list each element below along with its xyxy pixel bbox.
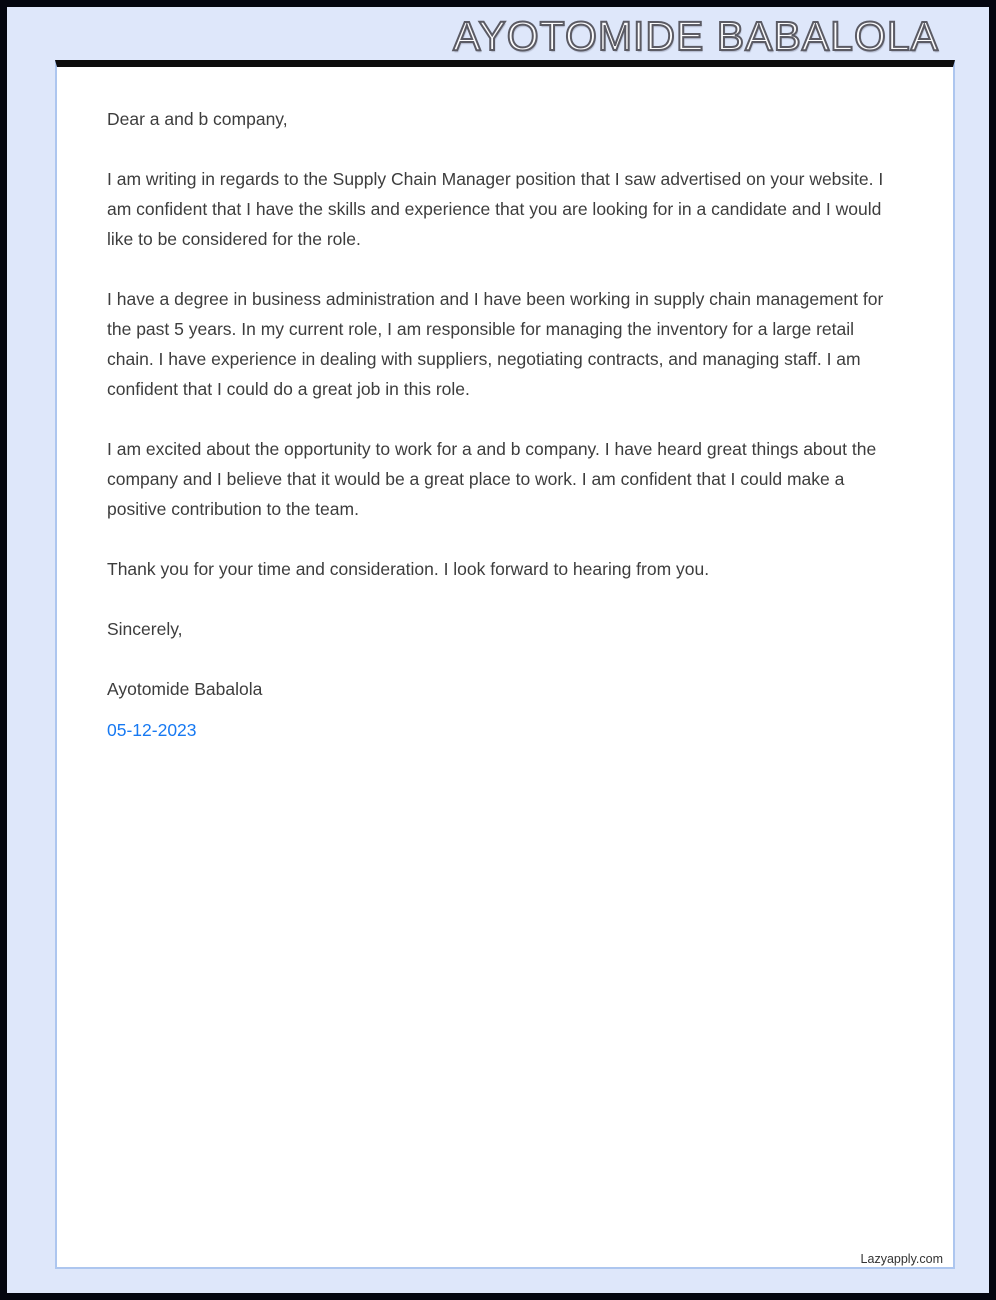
paragraph-4: Thank you for your time and consideration. I look forward to hearing from you. — [107, 559, 710, 579]
paragraph-3: I am excited about the opportunity to work for a and b company. I have heard great things about the company and I believe that it would be a great place to work. I am confident that I could make a positive contribution to the team. — [107, 439, 877, 519]
salutation: Dear a and b company, — [107, 109, 288, 129]
closing: Sincerely, — [107, 619, 183, 639]
letter-panel — [55, 60, 955, 1269]
watermark: Lazyapply.com — [860, 1252, 943, 1266]
paragraph-1: I am writing in regards to the Supply Chain Manager position that I saw advertised on your website. I am confident that I have the skills and experience that you are looking for in a candidate and I would like to be considered for the role. — [107, 169, 884, 249]
signature-name: Ayotomide Babalola — [107, 679, 263, 699]
paragraph-2: I have a degree in business administration and I have been working in supply chain management for the past 5 years. In my current role, I am responsible for managing the inventory for a large retail chain. I have experience in dealing with suppliers, negotiating contracts, and managing staff. I am confident that I could do a great job in this role. — [107, 289, 884, 399]
header-name: AYOTOMIDE BABALOLA — [453, 13, 939, 59]
letter-body — [57, 67, 953, 745]
letter-date: 05-12-2023 — [107, 720, 197, 740]
